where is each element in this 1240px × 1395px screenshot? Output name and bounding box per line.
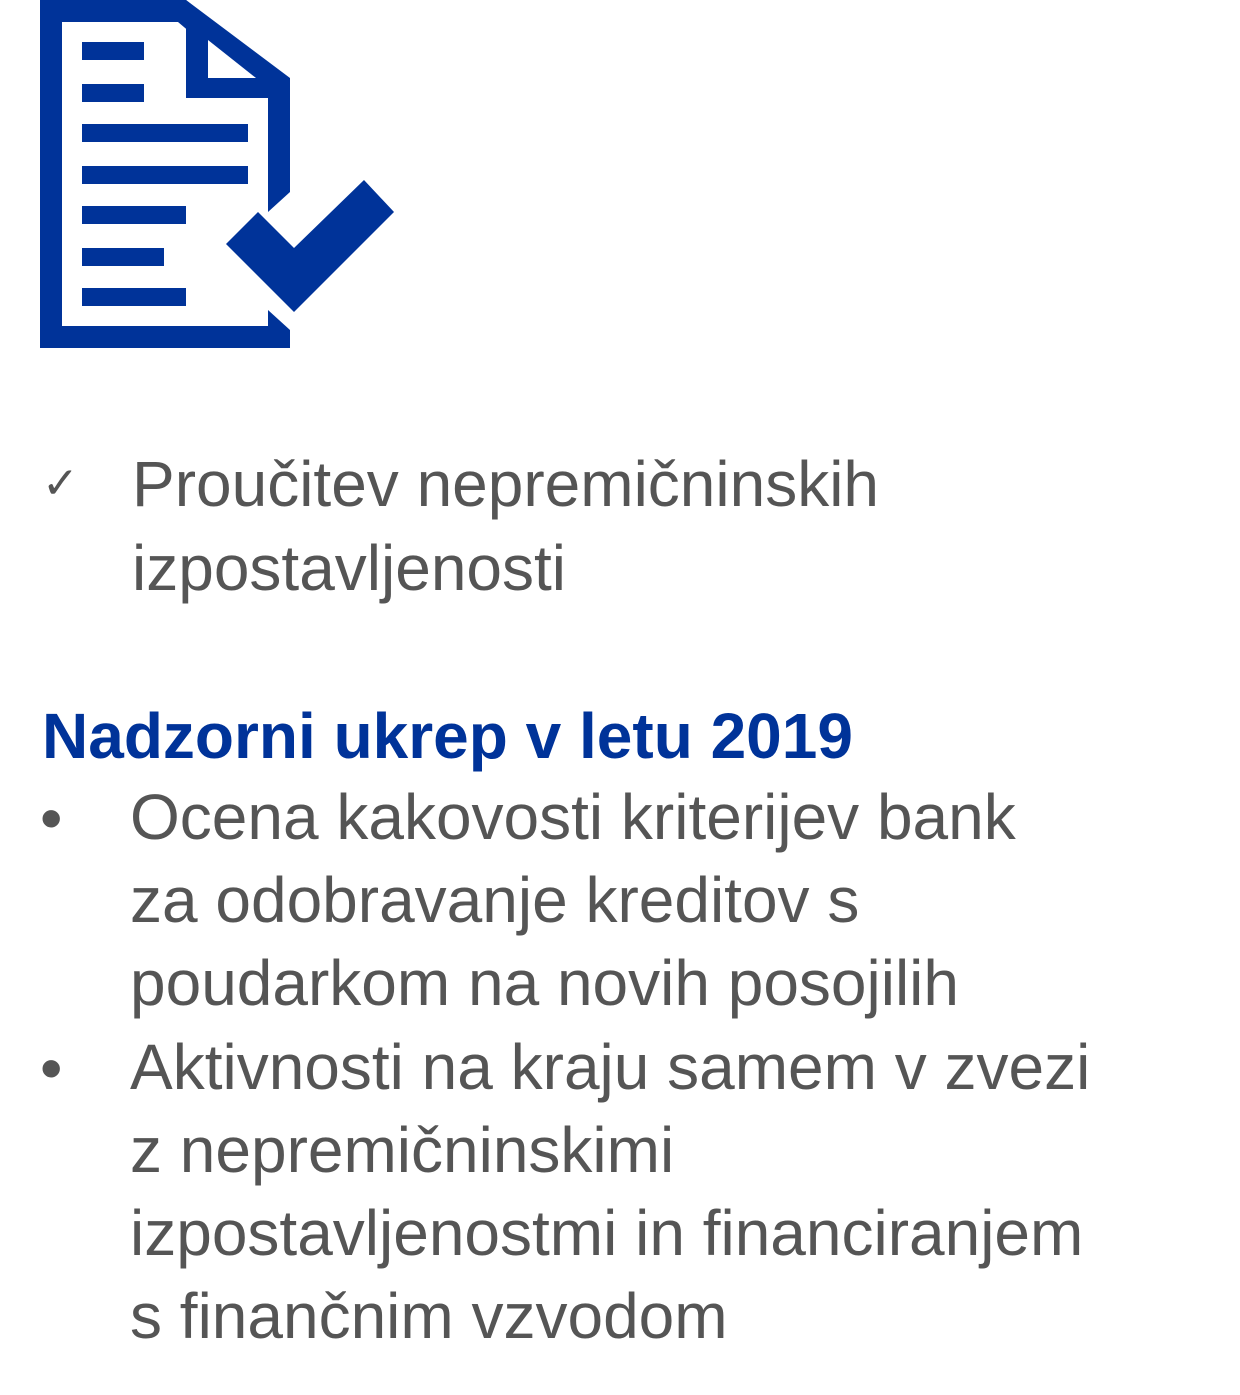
section-heading: Nadzorni ukrep v letu 2019 [42,700,853,772]
bullet-marker: • [40,782,63,854]
check-list-item [40,442,1220,610]
document-check-icon [38,0,398,352]
checkmark-icon: ✓ [42,458,79,509]
bullet-item [40,1026,1220,1358]
check-item-text: Proučitev nepremičninskih izpostavljenosti [132,448,879,604]
bullet-marker: • [40,1032,63,1104]
bullet-item [40,776,1220,1025]
bullet-text: Ocena kakovosti kriterijev bank za odobravanje kreditov s poudarkom na novih posojilih [130,781,1016,1019]
bullet-text: Aktivnosti na kraju samem v zvezi z nepremičninskimi izpostavljenostmi in financiranjem s finančnim vzvodom [130,1031,1091,1352]
